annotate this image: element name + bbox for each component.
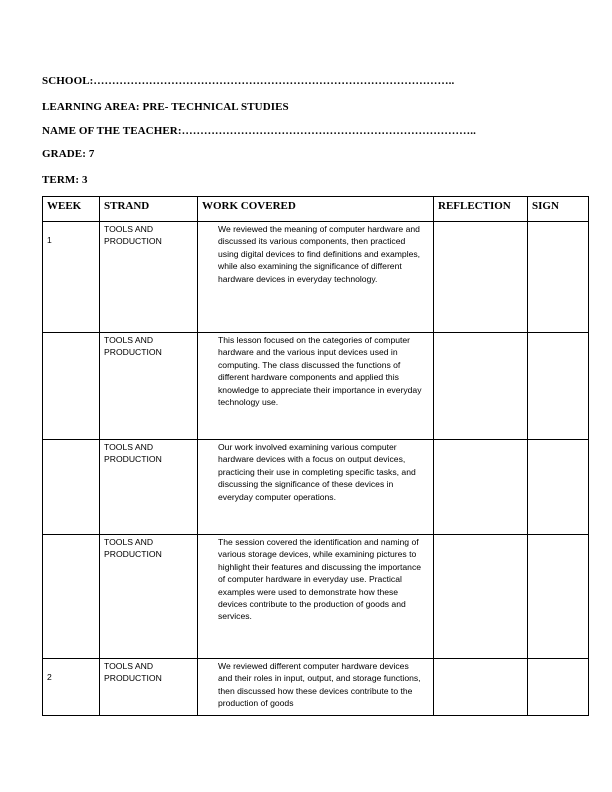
reflection-cell — [434, 440, 528, 535]
teacher-name-line: NAME OF THE TEACHER:…………………………………………………………………….. — [42, 125, 476, 137]
table-row — [43, 659, 589, 716]
column-header-strand: STRAND — [100, 197, 198, 222]
work-covered-cell: We reviewed the meaning of computer hardware and discussed its various components, then practiced using digital devices to find definitions and examples, while also examining the significance of different hardware devices in everyday technology. — [198, 222, 434, 333]
learning-area-line: LEARNING AREA: PRE- TECHNICAL STUDIES — [42, 101, 289, 113]
grade-line: GRADE: 7 — [42, 148, 95, 160]
strand-cell: TOOLS AND PRODUCTION — [100, 659, 198, 716]
sign-cell — [528, 440, 589, 535]
table-row — [43, 535, 589, 659]
sign-cell — [528, 535, 589, 659]
table-row — [43, 333, 589, 440]
work-covered-cell: We reviewed different computer hardware devices and their roles in input, output, and storage functions, then discussed how these devices contribute to the production of goods — [198, 659, 434, 716]
strand-cell: TOOLS AND PRODUCTION — [100, 222, 198, 333]
table-row — [43, 440, 589, 535]
work-covered-cell: The session covered the identification and naming of various storage devices, while examining pictures to highlight their features and discussing the importance of computer hardware in everyday use. Practical examples were used to demonstrate how these devices contribute to the production of goods and services. — [198, 535, 434, 659]
week-cell — [43, 222, 100, 333]
sign-cell — [528, 659, 589, 716]
column-header-week: WEEK — [43, 197, 100, 222]
school-line: SCHOOL:…………………………………………………………………………………….. — [42, 75, 455, 87]
column-header-work-covered: WORK COVERED — [198, 197, 434, 222]
record-of-work-table — [42, 196, 589, 716]
week-cell — [43, 535, 100, 659]
strand-cell: TOOLS AND PRODUCTION — [100, 333, 198, 440]
term-line: TERM: 3 — [42, 174, 88, 186]
column-header-reflection: REFLECTION — [434, 197, 528, 222]
table-row — [43, 222, 589, 333]
reflection-cell — [434, 333, 528, 440]
sign-cell — [528, 222, 589, 333]
sign-cell — [528, 333, 589, 440]
week-cell — [43, 659, 100, 716]
reflection-cell — [434, 222, 528, 333]
strand-cell: TOOLS AND PRODUCTION — [100, 535, 198, 659]
strand-cell: TOOLS AND PRODUCTION — [100, 440, 198, 535]
work-covered-cell: This lesson focused on the categories of computer hardware and the various input devices used in computing. The class discussed the functions of different hardware components and applied this knowledge to appreciate their importance in everyday technology use. — [198, 333, 434, 440]
week-number: 1 — [47, 235, 52, 245]
week-cell — [43, 333, 100, 440]
reflection-cell — [434, 535, 528, 659]
work-covered-cell: Our work involved examining various computer hardware devices with a focus on output devices, practicing their use in completing specific tasks, and discussing the significance of these devices in everyday computer operations. — [198, 440, 434, 535]
week-number: 2 — [47, 672, 52, 682]
column-header-sign: SIGN — [528, 197, 589, 222]
table-header-row — [43, 197, 589, 222]
week-cell — [43, 440, 100, 535]
reflection-cell — [434, 659, 528, 716]
